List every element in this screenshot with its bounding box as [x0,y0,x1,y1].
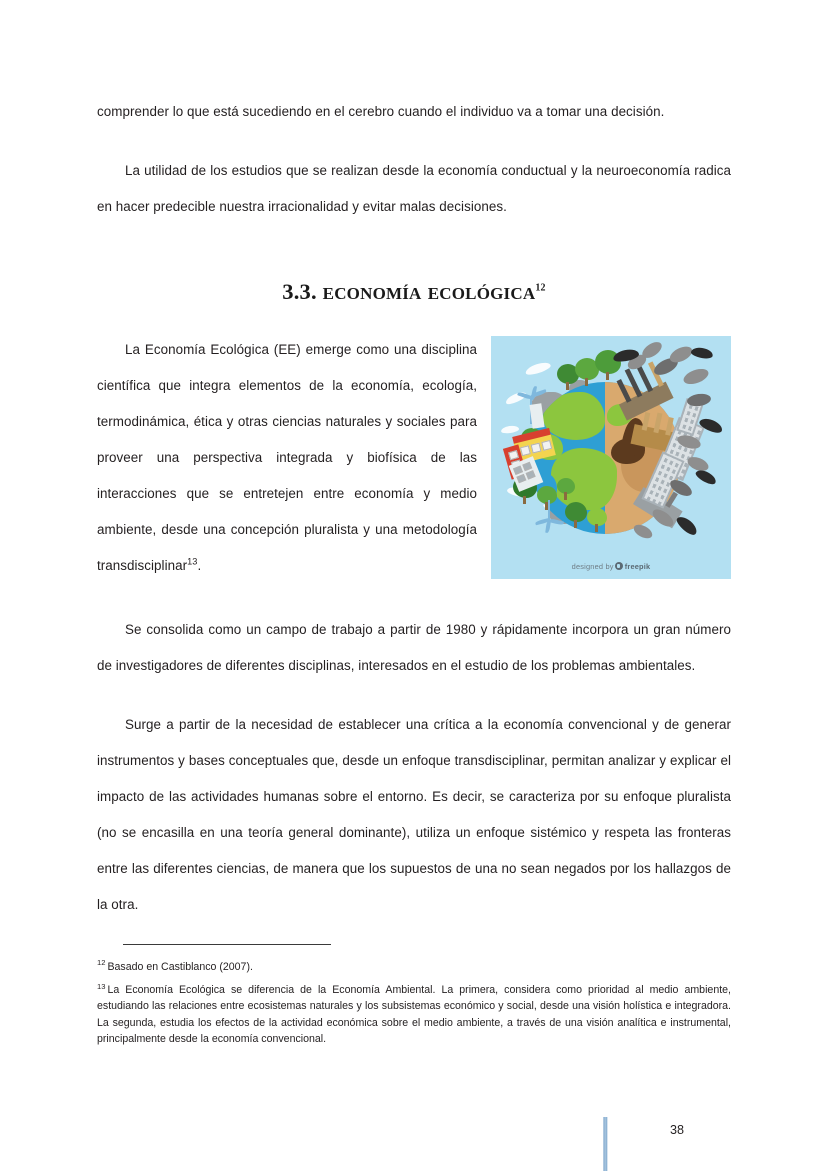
footnote-separator-rule [123,944,331,945]
paragraph-5: Se consolida como un campo de trabajo a partir de 1980 y rápidamente incorpora un gran número de investigadores de diferentes disciplinas, interesados en el estudio de los problemas ambientales. [97,622,731,673]
paragraph-3-text: La Economía Ecológica (EE) emerge como una disciplina científica que integra elementos de la economía, ecología, termodinámica, ética y otras ciencias naturales y sociales para proveer una perspectiva integrada y biofísica de las interacciones que se entretejen entre economía y medio ambiente, desde una concepción pluralista y una metodología transdisciplinar [97,342,477,573]
section-heading-text [282,279,545,306]
paragraph-1: comprender lo que está sucediendo en el cerebro cuando el individuo va a tomar una decisión. [97,104,665,119]
footnote-ref-13: 13 [187,556,198,567]
figure-eco-globe [491,336,731,579]
footer-accent-rule [603,1117,608,1171]
paragraph-3-period: . [197,558,202,573]
tree-trunk [566,382,569,390]
section-title: economía ecológica [322,279,536,305]
wind-turbine-icon [531,500,567,534]
tree-trunk [606,372,609,380]
watermark-prefix: designed by [571,562,614,571]
section-number: 3.3. [282,279,317,304]
turbine-blade [545,520,551,533]
figure-watermark [491,562,731,571]
paragraph-2: La utilidad de los estudios que se realizan desde la economía conductual y la neuroeconomía radica en hacer predecible nuestra irracionalidad y evitar malas decisiones. [97,163,731,214]
watermark-brand: freepik [624,562,651,571]
turbine-blade [549,518,565,526]
paragraph-6: Surge a partir de la necesidad de establecer una crítica a la economía convencional y de generar instrumentos y bases conceptuales que, desde un enfoque transdisciplinar, permitan analizar y explicar el impacto de las actividades humanas sobre el entorno. Es decir, se caracteriza por su enfoque pluralista (no se encasilla en una teoría general dominante), utiliza un enfoque sistémico y respeta las fronteras entre las diferentes ciencias, de manera que los supuestos de una no sean negados por los hallazgos de la otra. [97,717,731,912]
white-cloud-icon [501,425,520,434]
tree-crown [565,502,587,522]
freepik-logo-icon [615,562,623,570]
footnote-12-text: Basado en Castiblanco (2007). [107,961,253,973]
footnote-12-marker: 12 [97,958,106,968]
figure-paragraph-block [97,332,731,589]
turbine-blade [517,391,532,400]
tree-trunk [564,492,567,500]
footnotes-section [97,944,731,1054]
section-footnote-marker: 12 [535,282,546,294]
smoke-puff [686,392,711,407]
footnote-12 [97,959,731,975]
section-heading [97,279,731,306]
page-number: 38 [669,1123,684,1137]
footnote-13 [97,982,731,1047]
illustration-stage [491,336,731,579]
footnote-13-marker: 13 [97,981,106,991]
tree-trunk [574,520,577,528]
smoke-puff [682,366,711,387]
tree-icon [565,502,587,528]
globe-landmass [543,392,605,440]
tree-trunk [595,524,598,532]
tree-icon [557,478,575,500]
tree-icon [587,508,607,532]
dark-cloud-icon [690,346,713,360]
white-cloud-icon [524,360,552,377]
tree-trunk [523,496,526,504]
footnote-13-text: La Economía Ecológica se diferencia de la Economía Ambiental. La primera, considera como prioridad al medio ambiente, estudiando las relaciones entre ecosistemas naturales y los subsistemas económico y social, desde una visión holística e integradora. La segunda, estudia los efectos de la actividad económica sobre el medio ambiente, a través de una visión analítica e instrumental, principalmente desde la economía convencional. [97,984,731,1045]
page-body [97,94,731,923]
tree-trunk [585,378,588,386]
